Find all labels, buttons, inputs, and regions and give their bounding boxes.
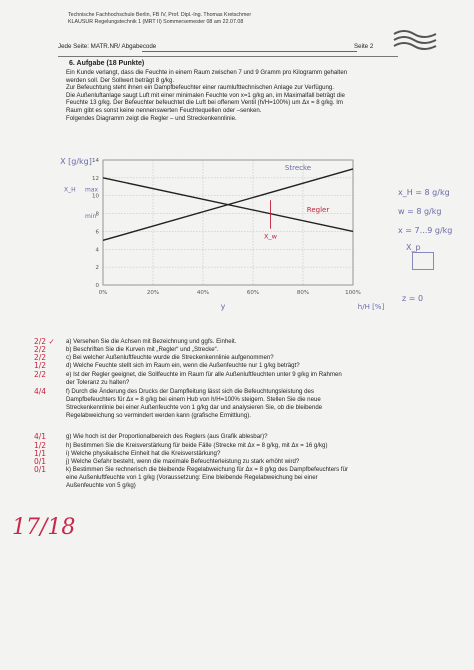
score-annotation: 1/1	[34, 449, 47, 458]
xw-label: X_w	[263, 232, 278, 241]
intro-line: Folgendes Diagramm zeigt die Regler – und Streckenkennlinie.	[66, 114, 237, 122]
x-tick-label: 20%	[146, 290, 160, 296]
task-title: 6. Aufgabe (18 Punkte)	[69, 60, 145, 67]
question-text: a) Versehen Sie die Achsen mit Bezeichnung und ggfs. Einheit.	[66, 338, 237, 345]
x-tick-label: 60%	[246, 290, 260, 296]
matr-line	[142, 51, 357, 52]
y-tick-label: 8	[95, 211, 99, 218]
y-tick-label: 12	[92, 175, 99, 182]
y-tick-label: 14	[92, 158, 99, 164]
question-row	[66, 388, 411, 396]
series-label-strecke: Strecke	[284, 163, 312, 172]
note-w: w = 8 g/kg	[398, 207, 442, 216]
question-row	[66, 396, 411, 404]
question-row	[66, 371, 411, 379]
question-text: k) Bestimmen Sie rechnerisch die bleibende Regelabweichung für Δx = 8 g/kg des Dampfbefeuchters für	[66, 466, 348, 473]
score-annotation: 2/2	[34, 345, 47, 354]
score-annotation: 0/1	[34, 457, 47, 466]
question-row	[66, 412, 411, 420]
x-tick-label: 0%	[98, 290, 108, 296]
margin-note-min: min	[85, 213, 97, 221]
question-text: f) Durch die Änderung des Drucks der Dampfleitung lässt sich die Befeuchtungsleistung des	[66, 388, 314, 395]
score-annotation: 2/2 ✓	[34, 337, 55, 346]
question-row	[66, 482, 411, 490]
margin-note-max: max	[85, 186, 99, 194]
score-annotation: 0/1	[34, 465, 47, 474]
controller-chart	[58, 150, 438, 340]
question-row	[66, 466, 411, 474]
document-header	[68, 12, 398, 26]
question-text: e) Ist der Regler geeignet, die Sollfeuchte im Raum für alle Außenluftfeuchten unter 9 g/kg im Rahmen	[66, 371, 342, 378]
question-text: j) Welche Gefahr besteht, wenn die maximale Befeuchterleistung zu stark erhöht wird?	[66, 458, 300, 465]
y-tick-label: 10	[92, 193, 99, 200]
stamp-box	[412, 252, 434, 270]
y-tick-label: 0	[95, 283, 99, 289]
question-text: d) Welche Feuchte stellt sich im Raum ein, wenn die Außenfeuchte nur 1 g/kg beträgt?	[66, 362, 300, 369]
question-text: Außenfeuchte von 5 g/kg)	[66, 482, 136, 489]
header-rule	[58, 56, 398, 57]
y-tick-label: 4	[95, 247, 99, 254]
intro-line: werden soll. Der Sollwert beträgt 8 g/kg.	[66, 76, 175, 84]
series-label-regler: Regler	[306, 205, 330, 214]
header-line-2: KLAUSUR Regelungstechnik 1 (MRT II) Sommersemester 08 am 22.07.08	[68, 19, 244, 25]
plot-frame	[103, 160, 353, 285]
note-xp: X_p	[406, 243, 421, 252]
question-text: g) Wie hoch ist der Proportionalbereich des Reglers (aus Grafik ablesbar)?	[66, 433, 268, 440]
score-annotation: 1/2	[34, 361, 47, 370]
intro-line: Die Außenluftanlage saugt Luft mit einer minimalen Feuchte von x=1 g/kg an, im Maximalfall beträgt die	[66, 91, 345, 99]
matr-label: Jede Seite: MATR.NR/ Abgabecode	[58, 43, 157, 50]
question-row	[66, 442, 411, 450]
question-text: der Toleranz zu halten?	[66, 379, 130, 386]
x-axis-label: h/H [%]	[357, 303, 385, 311]
intro-line: Zur Befeuchtung steht ihnen ein Dampfbefeuchter einer raumlufttechnischen Anlage zur Verfügung.	[66, 84, 334, 92]
score-annotation: 4/1	[34, 432, 47, 441]
question-text: b) Beschriften Sie die Kurven mit „Regler“ und „Strecke“.	[66, 346, 219, 353]
question-row	[66, 458, 411, 466]
question-row	[66, 362, 411, 370]
question-text: eine Außenluftfeuchte von 1 g/kg (Voraussetzung: Eine bleibende Regelabweichung bei einer	[66, 474, 318, 481]
score-annotation: 2/2	[34, 353, 47, 362]
score-annotation: 1/2	[34, 441, 47, 450]
question-row	[66, 354, 411, 362]
question-text: c) Bei welcher Außenluftfeuchte wurde die Streckenkennlinie aufgenommen?	[66, 354, 274, 361]
page-number: Seite 2	[354, 43, 374, 50]
y-side-label: y	[220, 302, 226, 311]
question-row	[66, 450, 411, 458]
tfh-logo-icon	[392, 28, 438, 56]
note-x-range: x = 7...9 g/kg	[398, 226, 453, 235]
intro-line: Ein Kunde verlangt, dass die Feuchte in einem Raum zwischen 7 und 9 Gramm pro Kilogramm gehalten	[66, 69, 348, 76]
question-row	[66, 346, 411, 354]
matr-row	[58, 43, 398, 50]
margin-note-xh: X_H	[64, 186, 76, 194]
intro-line: Raum gibt es sonst keine nennenswerten Feuchtequellen oder –senken.	[66, 106, 262, 114]
question-row	[66, 433, 411, 441]
question-row	[66, 474, 411, 482]
score-annotation: 2/2	[34, 370, 47, 379]
question-text: Streckenkennlinie bei einer Außenfeuchte von 1 g/kg dar und analysieren Sie, ob die bleibende	[66, 404, 323, 411]
x-tick-label: 100%	[345, 290, 361, 296]
header-line-1: Technische Fachhochschule Berlin, FB IV, Prof. Dipl.-Ing. Thomas Kretschmer	[68, 12, 252, 18]
question-row	[66, 404, 411, 412]
note-z: z = 0	[402, 294, 424, 303]
question-text: i) Welche physikalische Einheit hat die Kreisverstärkung?	[66, 450, 221, 457]
question-text: Regelabweichung so vermindert werden kann (grafische Ermittlung).	[66, 412, 251, 419]
question-text: h) Bestimmen Sie die Kreisverstärkung für beide Fälle (Strecke mit Δx = 8 g/kg, mit Δx = 16 g/kg)	[66, 442, 328, 449]
x-tick-label: 40%	[196, 290, 210, 296]
x-tick-label: 80%	[296, 290, 310, 296]
task-intro	[66, 69, 411, 122]
y-axis-label: X [g/kg]	[60, 157, 92, 166]
intro-line: Feuchte 13 g/kg. Der Befeuchter befeuchtet die Luft bei offenem Ventil (h/H=100%) um Δx = 8 g/kg. Im	[66, 99, 343, 107]
y-tick-label: 6	[95, 229, 99, 236]
note-xh: x_H = 8 g/kg	[398, 188, 450, 197]
y-tick-label: 2	[95, 265, 99, 272]
score-annotation: 4/4	[34, 387, 47, 396]
question-row	[66, 338, 411, 346]
score-mark: 17/18	[12, 515, 76, 540]
series-line	[103, 178, 353, 232]
question-text: Dampfbefeuchters für Δx = 8 g/kg bei einem Hub von h/H=100% steigern. Stellen Sie die neue	[66, 396, 321, 403]
question-row	[66, 379, 411, 387]
